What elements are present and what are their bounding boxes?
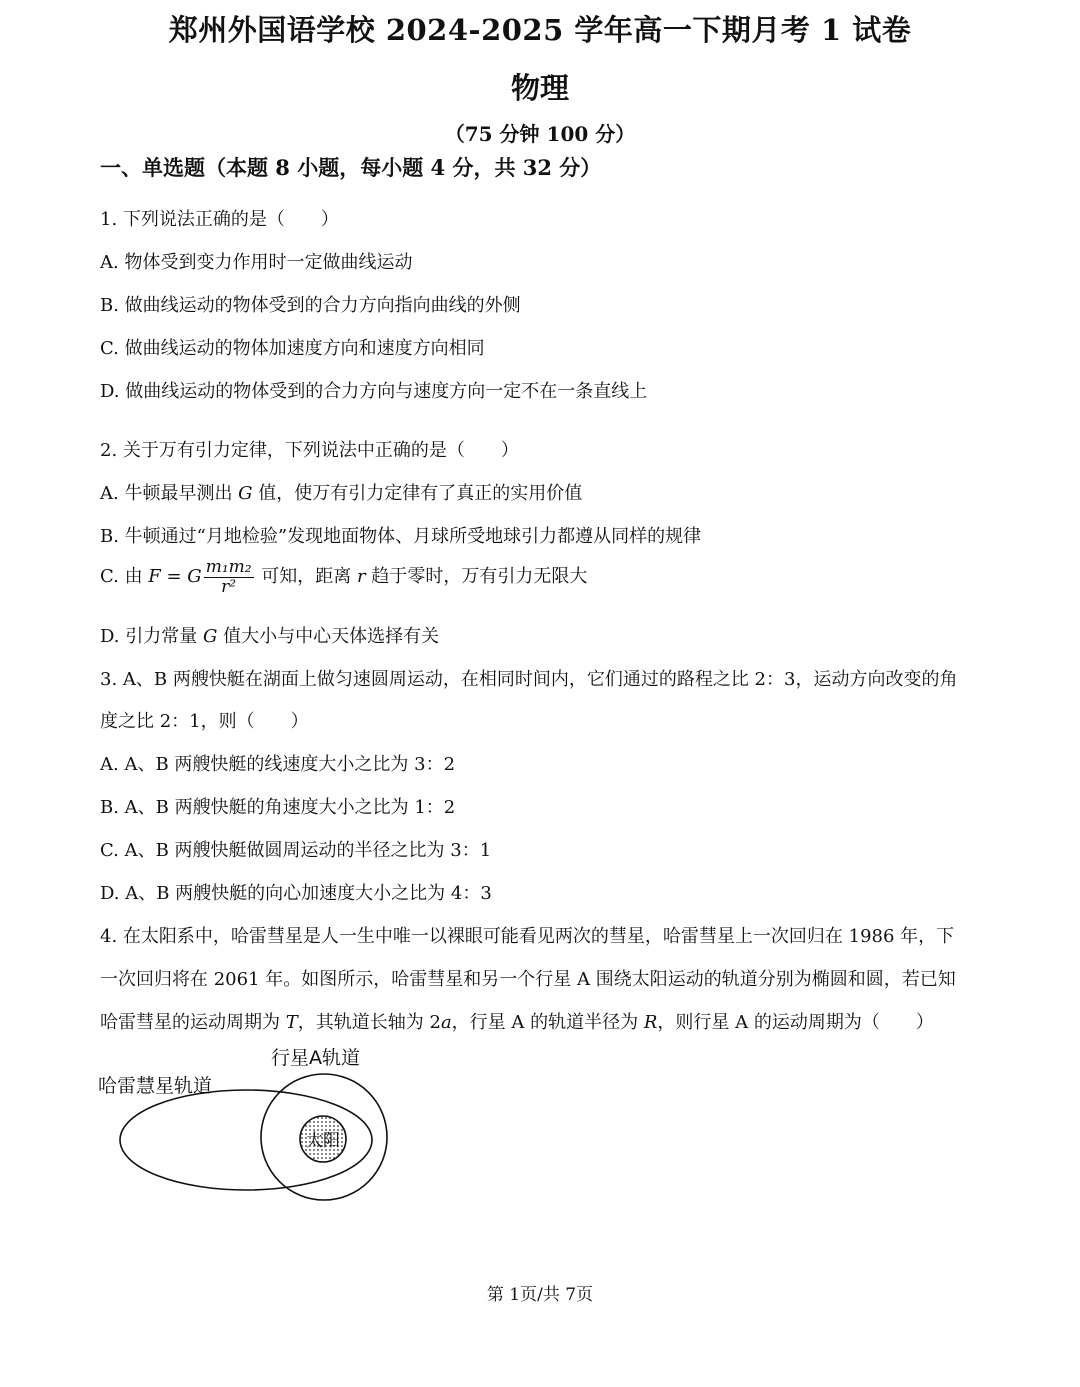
q4-l3-mid2: ，行星 A 的轨道半径为 <box>451 1012 644 1033</box>
q1-option-a: A. 物体受到变力作用时一定做曲线运动 <box>100 252 413 273</box>
q4-l3-post: ，则行星 A 的运动周期为（ ） <box>657 1012 934 1033</box>
q1-option-b: B. 做曲线运动的物体受到的合力方向指向曲线的外侧 <box>100 295 521 316</box>
q3-option-c: C. A、B 两艘快艇做圆周运动的半径之比为 3：1 <box>100 840 492 861</box>
q1-option-d: D. 做曲线运动的物体受到的合力方向与速度方向一定不在一条直线上 <box>100 381 648 402</box>
q4-l3-R: R <box>643 1012 658 1033</box>
q2-stem: 2. 关于万有引力定律，下列说法中正确的是（ ） <box>100 440 519 461</box>
q2-c-numerator: m₁m₂ <box>205 557 252 577</box>
q2-a-pre: A. 牛顿最早测出 <box>100 483 239 504</box>
planet-orbit-label: 行星A轨道 <box>271 1047 360 1069</box>
q4-line3 <box>100 1008 934 1034</box>
comet-orbit-label: 哈雷慧星轨道 <box>98 1075 213 1097</box>
q2-d-var: G <box>202 626 218 647</box>
q3-stem-line1: 3. A、B 两艘快艇在湖面上做匀速圆周运动，在相同时间内，它们通过的路程之比 2：3，运动方向改变的角 <box>100 669 958 690</box>
q2-d-post: 值大小与中心天体选择有关 <box>217 626 440 647</box>
page-number: 第 1页/共 7页 <box>486 1285 594 1305</box>
q2-option-c <box>100 558 587 596</box>
q2-c-fraction <box>204 558 254 596</box>
q3-option-d: D. A、B 两艘快艇的向心加速度大小之比为 4：3 <box>100 883 492 904</box>
q4-line2: 一次回归将在 2061 年。如图所示，哈雷彗星和另一个行星 A 围绕太阳运动的轨道分别为椭圆和圆，若已知 <box>100 969 956 990</box>
q2-c-post: 趋于零时，万有引力无限大 <box>365 566 588 588</box>
q4-l3-pre: 哈雷彗星的运动周期为 <box>100 1012 286 1033</box>
q2-a-post: 值，使万有引力定律有了真正的实用价值 <box>252 483 583 504</box>
q2-option-b: B. 牛顿通过“月地检验”发现地面物体、月球所受地球引力都遵从同样的规律 <box>100 526 702 547</box>
q3-option-b: B. A、B 两艘快艇的角速度大小之比为 1：2 <box>100 797 456 818</box>
q2-c-formula-lhs: F = G <box>148 566 202 588</box>
sun-label: 太阳 <box>306 1131 340 1151</box>
q2-c-var: r <box>357 566 366 588</box>
q2-option-a <box>100 479 582 505</box>
q4-l3-a: a <box>440 1012 452 1033</box>
q2-d-pre: D. 引力常量 <box>100 626 203 647</box>
exam-title: 郑州外国语学校 2024-2025 学年高一下期月考 1 试卷 <box>168 13 912 47</box>
section-heading: 一、单选题（本题 8 小题，每小题 4 分，共 32 分） <box>100 155 602 180</box>
q3-option-a: A. A、B 两艘快艇的线速度大小之比为 3：2 <box>100 754 456 775</box>
q4-l3-mid1: ，其轨道长轴为 2 <box>297 1012 441 1033</box>
q4-line1: 4. 在太阳系中，哈雷彗星是人一生中唯一以裸眼可能看见两次的彗星，哈雷彗星上一次回归在 1986 年，下 <box>100 926 955 947</box>
q2-a-var: G <box>238 483 253 504</box>
orbit-diagram <box>96 1040 396 1210</box>
q2-c-denominator: r² <box>221 576 237 597</box>
q2-c-pre: C. 由 <box>100 566 149 588</box>
q2-c-mid: 可知，距离 <box>255 566 358 588</box>
q3-stem-line2: 度之比 2：1，则（ ） <box>100 711 309 732</box>
q4-l3-T: T <box>285 1012 298 1033</box>
exam-duration: （75 分钟 100 分） <box>444 122 636 146</box>
subject-title: 物理 <box>510 71 569 105</box>
q2-option-d <box>100 622 439 648</box>
q1-option-c: C. 做曲线运动的物体加速度方向和速度方向相同 <box>100 338 485 359</box>
q1-stem: 1. 下列说法正确的是（ ） <box>100 209 339 230</box>
